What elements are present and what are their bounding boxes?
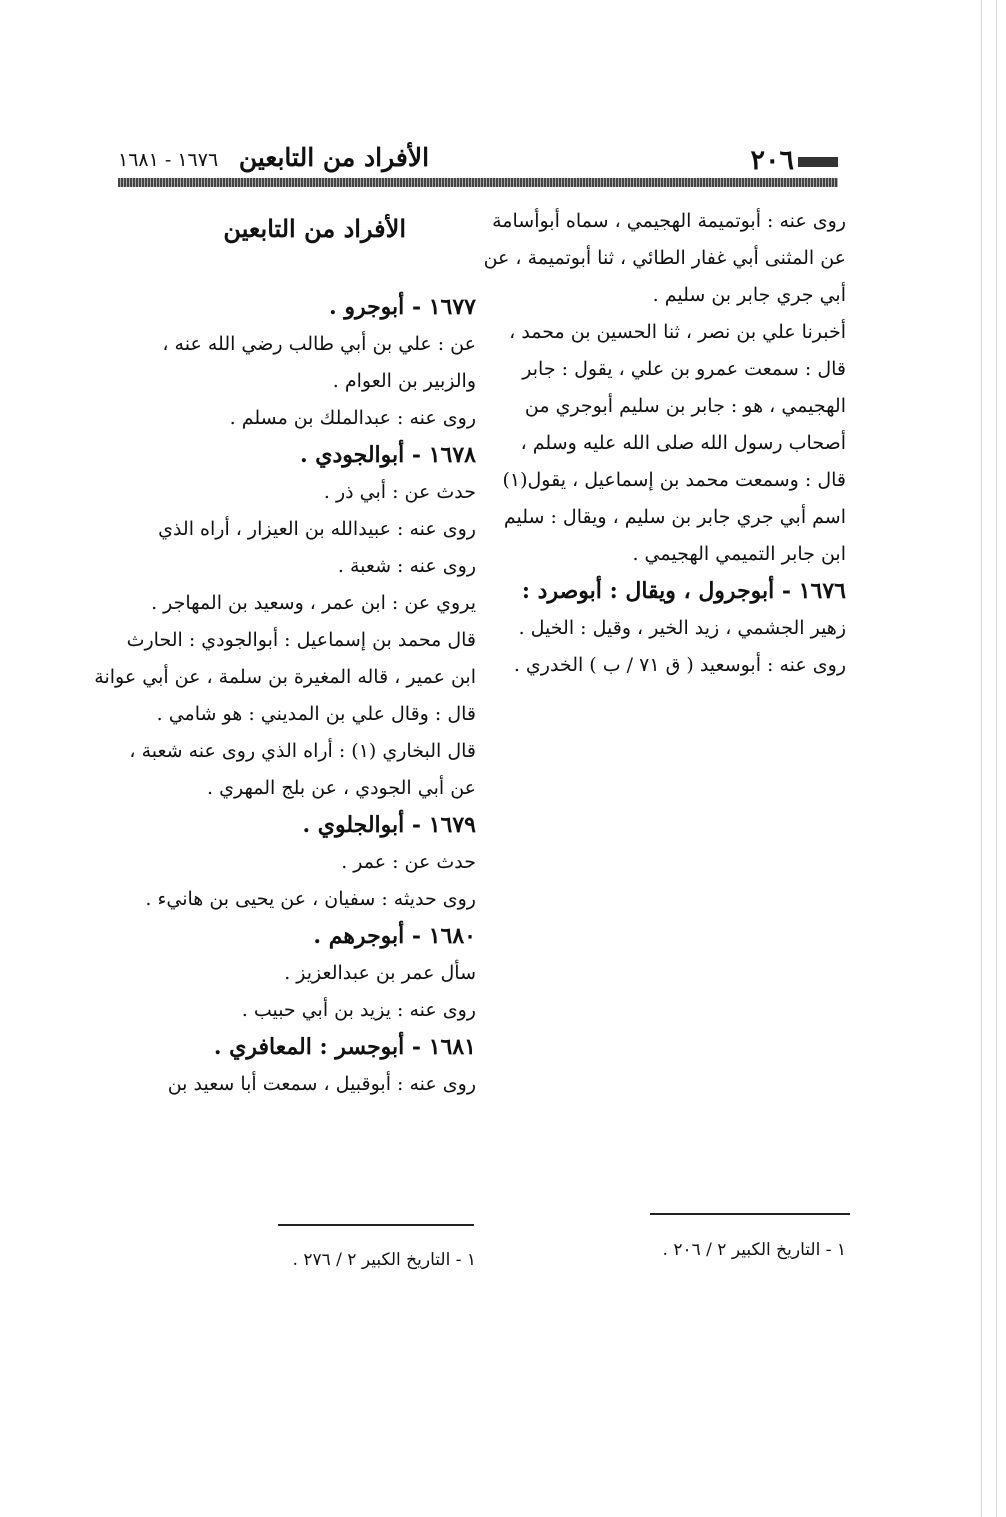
footnote-rule-left <box>278 1224 474 1226</box>
text-line: زهير الجشمي ، زيد الخير ، وقيل : الخيل . <box>518 617 846 639</box>
running-title <box>118 143 429 172</box>
running-title-range: ١٦٧٦ - ١٦٨١ <box>118 149 219 171</box>
spacer <box>116 255 476 289</box>
text-line: عن المثنى أبي غفار الطائي ، ثنا أبوتميمة ، عن <box>483 247 846 269</box>
page-number: ٢٠٦ <box>750 145 794 176</box>
page-header <box>118 143 838 179</box>
footnote-rule-right <box>650 1213 850 1215</box>
text-line: قال : وقال علي بن المديني : هو شامي . <box>156 703 476 725</box>
entry-heading-1681: ١٦٨١ - أبوجسر : المعافري . <box>213 1034 476 1060</box>
entry-heading-1677: ١٦٧٧ - أبوجرو . <box>329 294 476 320</box>
text-line: اسم أبي جري جابر بن سليم ، ويقال : سليم <box>503 506 846 528</box>
text-line: ابن عمير ، قاله المغيرة بن سلمة ، عن أبي عوانة <box>94 666 476 688</box>
text-line: روى عنه : عبدالملك بن مسلم . <box>229 407 476 429</box>
section-title: الأفراد من التابعين <box>223 214 406 243</box>
footnote-left: ١ - التاريخ الكبير ٢ / ٢٧٦ . <box>292 1250 476 1270</box>
text-line: حدث عن : أبي ذر . <box>323 481 476 503</box>
text-line: روى عنه : يزيد بن أبي حبيب . <box>241 999 476 1021</box>
text-line: روى عنه : أبوتميمة الهجيمي ، سماه أبوأسامة <box>492 210 846 232</box>
text-line: قال : وسمعت محمد بن إسماعيل ، يقول(١) <box>502 469 846 491</box>
text-line: روى عنه : أبوقبيل ، سمعت أبا سعيد بن <box>167 1073 476 1095</box>
text-line: قال البخاري (١) : أراه الذي روى عنه شعبة ، <box>129 740 476 762</box>
text-line: أخبرنا علي بن نصر ، ثنا الحسين بن محمد ، <box>509 321 846 343</box>
footnote-right: ١ - التاريخ الكبير ٢ / ٢٠٦ . <box>662 1240 846 1260</box>
text-line: أصحاب رسول الله صلى الله عليه وسلم ، <box>520 432 846 454</box>
text-line: ابن جابر التميمي الهجيمي . <box>632 543 846 565</box>
entry-heading-1680: ١٦٨٠ - أبوجرهم . <box>313 923 476 949</box>
header-rule <box>118 178 838 187</box>
text-line: يروي عن : ابن عمر ، وسعيد بن المهاجر . <box>151 592 476 614</box>
page-edge-scan-lines <box>972 0 1006 1517</box>
text-line: قال : سمعت عمرو بن علي ، يقول : جابر <box>522 358 846 380</box>
text-line: روى عنه : شعبة . <box>337 555 476 577</box>
text-line: سأل عمر بن عبدالعزيز . <box>284 962 476 984</box>
text-line: حدث عن : عمر . <box>341 851 476 873</box>
text-line: عن أبي الجودي ، عن بلج المهري . <box>207 777 476 799</box>
running-title-text: الأفراد من التابعين <box>238 143 430 172</box>
text-line: روى عنه : عبيدالله بن العيزار ، أراه الذي <box>158 518 476 540</box>
text-line: أبي جري جابر بن سليم . <box>652 284 846 306</box>
left-column <box>94 203 476 1103</box>
text-line: والزبير بن العوام . <box>332 370 476 392</box>
text-line: عن : علي بن أبي طالب رضي الله عنه ، <box>162 333 476 355</box>
header-ornament <box>798 157 838 167</box>
entry-heading-1676: ١٦٧٦ - أبوجرول ، ويقال : أبوصرد : <box>521 578 846 604</box>
right-column <box>483 203 846 684</box>
entry-heading-1678: ١٦٧٨ - أبوالجودي . <box>299 442 476 468</box>
text-line: الهجيمي ، هو : جابر بن سليم أبوجري من <box>524 395 846 417</box>
text-line: روى عنه : أبوسعيد ( ق ٧١ / ب ) الخدري . <box>513 654 846 676</box>
text-line: قال محمد بن إسماعيل : أبوالجودي : الحارث <box>126 629 476 651</box>
entry-heading-1679: ١٦٧٩ - أبوالجلوي . <box>302 812 476 838</box>
text-line: روى حديثه : سفيان ، عن يحيى بن هانيء . <box>145 888 476 910</box>
